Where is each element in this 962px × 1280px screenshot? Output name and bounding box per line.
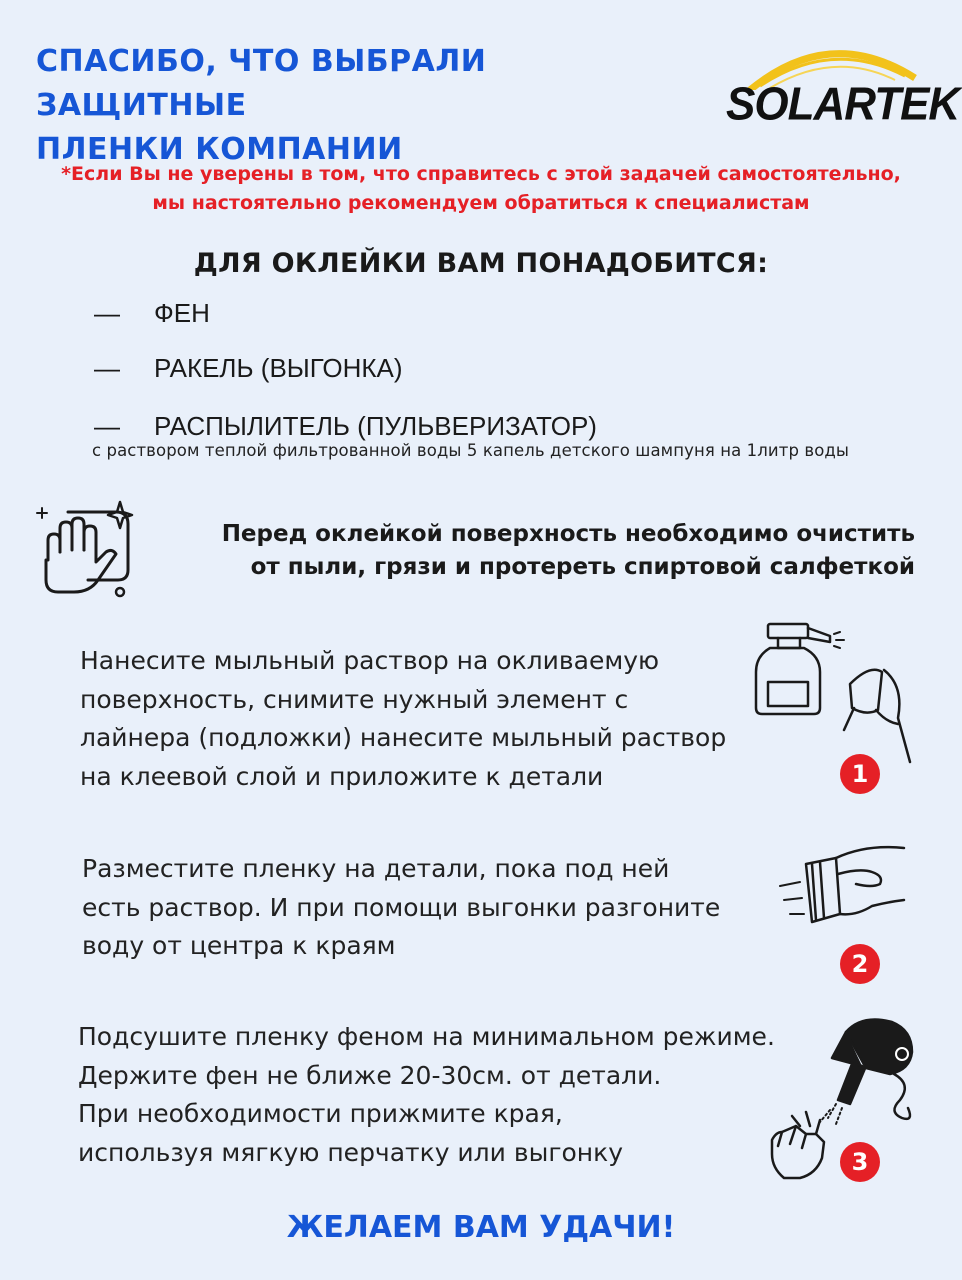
list-dash: — [94, 411, 120, 441]
warning-note [10, 160, 952, 218]
step-1-line: поверхность, снимите нужный элемент с [80, 684, 629, 714]
cleaning-line2: от пыли, грязи и протереть спиртовой салфеткой [250, 554, 915, 580]
tool-item-squeegee [94, 353, 403, 384]
list-dash: — [94, 353, 120, 383]
wipe-hand-icon [28, 500, 138, 600]
tool-item-hairdryer [94, 298, 210, 329]
cleaning-line1: Перед оклейкой поверхность необходимо очистить [221, 521, 915, 547]
step-3-line: используя мягкую перчатку или выгонку [78, 1137, 623, 1167]
spray-bottle-icon [748, 612, 928, 782]
step-3-text [78, 1018, 798, 1172]
solartek-logo [720, 30, 960, 140]
warning-line1: *Если Вы не уверены в том, что справитесь с этой задачей самостоятельно, [61, 163, 901, 185]
step-1-line: Нанесите мыльный раствор на окливаемую [80, 646, 660, 675]
farewell-message: ЖЕЛАЕМ ВАМ УДАЧИ! [286, 1210, 676, 1245]
step-2-line: Разместите пленку на детали, пока под ней [82, 854, 670, 883]
step-2-badge: 2 [840, 944, 880, 984]
tool-label: РАКЕЛЬ (ВЫГОНКА) [154, 353, 403, 383]
list-dash: — [94, 298, 120, 328]
step-3-line: Подсушите пленку феном на минимальном режиме. [78, 1022, 775, 1051]
step-1-line: лайнера (подложки) нанесите мыльный раствор [80, 723, 727, 752]
logo-text: SOLARTEK [726, 78, 960, 131]
step-2-line: есть раствор. И при помощи выгонки разгоните [82, 892, 721, 922]
cleaning-instruction [150, 518, 915, 584]
step-3-line: При необходимости прижмите края, [78, 1099, 563, 1128]
warning-line2: мы настоятельно рекомендуем обратиться к специалистам [152, 192, 810, 214]
step-3-line: Держите фен не ближе 20-30см. от детали. [78, 1060, 662, 1090]
tool-label: РАСПЫЛИТЕЛЬ (ПУЛЬВЕРИЗАТОР) [154, 411, 597, 441]
step-1-text [80, 642, 760, 796]
squeegee-hand-icon [776, 834, 916, 934]
step-3-badge: 3 [840, 1142, 880, 1182]
sprayer-solution-note: с раствором теплой фильтрованной воды 5 капель детского шампуня на 1литр воды [92, 441, 850, 460]
header-title-line1: СПАСИБО, ЧТО ВЫБРАЛИ ЗАЩИТНЫЕ [36, 44, 487, 123]
tool-item-sprayer [94, 411, 597, 442]
step-2-text [82, 850, 762, 966]
tool-label: ФЕН [154, 298, 210, 328]
step-1-line: на клеевой слой и приложите к детали [80, 761, 604, 791]
step-2-line: воду от центра к краям [82, 931, 396, 960]
tools-title: ДЛЯ ОКЛЕЙКИ ВАМ ПОНАДОБИТСЯ: [193, 248, 769, 279]
header-title-line2: ПЛЕНКИ КОМПАНИИ [36, 132, 403, 167]
header-title [36, 40, 696, 172]
step-1-badge: 1 [840, 754, 880, 794]
